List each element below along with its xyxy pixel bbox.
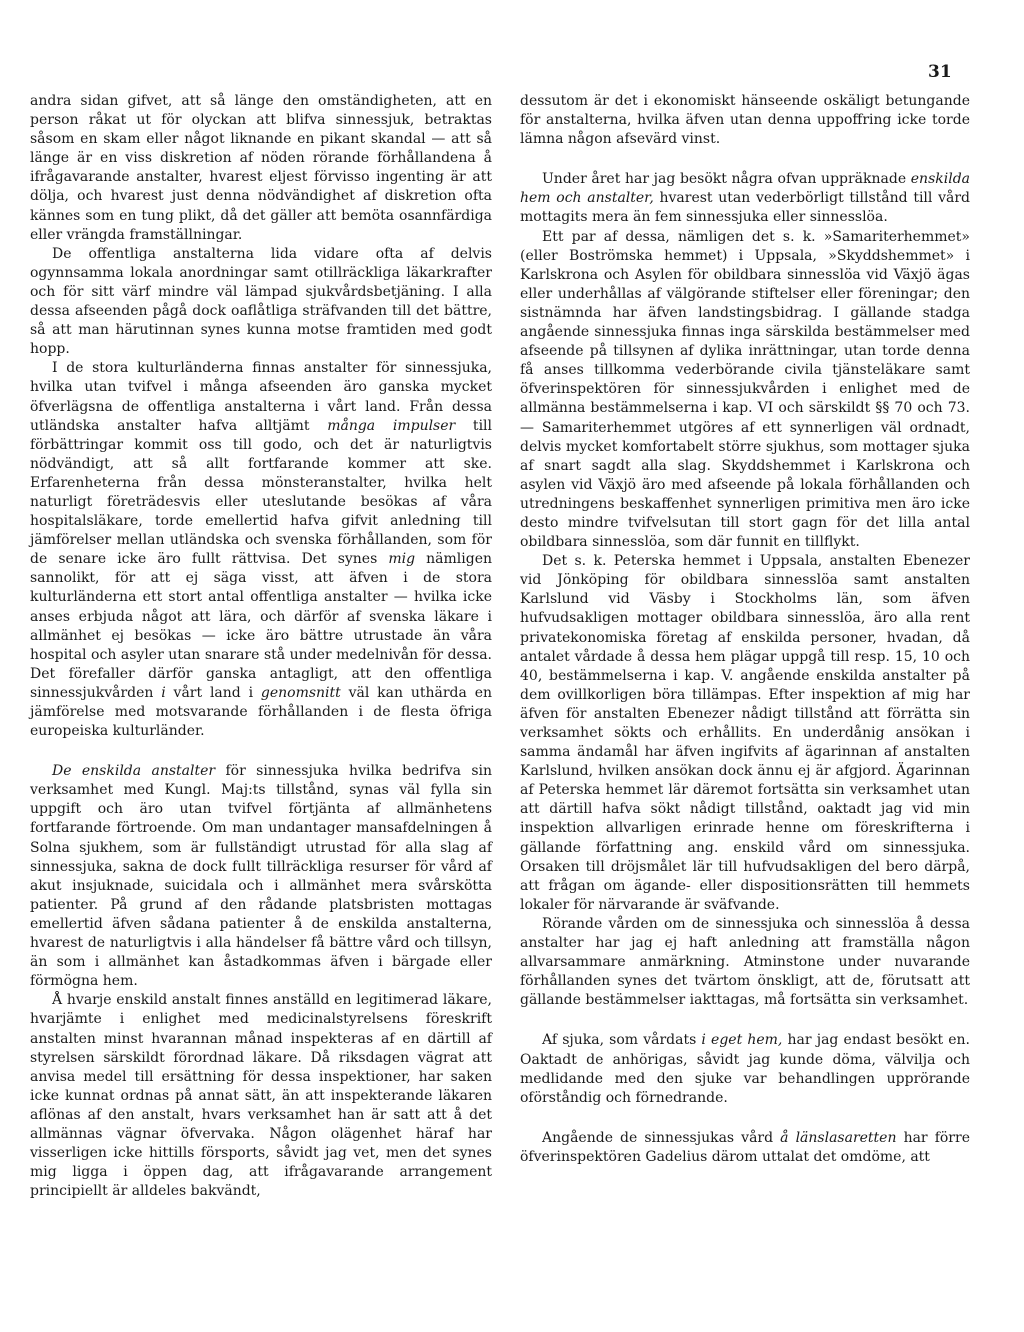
paragraph-right-5: [520, 915, 970, 1010]
text-run: andra sidan gifvet, att så länge den omständigheten, att en person råkat ut för olyckan att blifva sinnessjuk, betraktas såsom en skam eller något liknande en pikant skandal — att så länge är en viss diskretion af nöden rörande förhållandena å ifrågavarande anstalter, hvarest eljest förvisso ingenting är att dölja, och hvarest just denna nödvändighet af diskretion ofta kännes som en tung plikt, då det gäller att bemöta osannfärdiga eller vrängda framställningar.: [30, 93, 492, 243]
paragraph-right-6: [520, 1031, 970, 1107]
text-run: Å hvarje enskild anstalt finnes anställd en legitimerad läkare, hvarjämte i enlighet med medicinalstyrelsens föreskrift anstalten minst hvarannan månad inspekteras af en därtill af styrelsen särskildt förordnad läkare. Då riksdagen vägrat att anvisa medel till ersättning för dessa inspektioner, har saken icke kunnat ordnas på annat sätt, än att inspekterande läkaren aflönas af den anstalt, hvars verksamhet han är satt att å det allmännas vägnar öfvervaka. Någon olägenhet häraf har visserligen icke hittills försports, såvidt jag vet, men det synes mig ligga i öppen dag, att ifrågavarande arrangement principiellt är alldeles bakvändt,: [30, 992, 492, 1200]
text-run: De offentliga anstalterna lida vidare ofta af delvis ogynnsamma lokala anordningar samt otillräckliga läkarkrafter och för sitt värf mindre väl lämpad sjukvårdsbetjäning. I alla dessa afseenden pågå dock oaflåtliga sträfvanden till det bättre, så att man härutinnan synes kunna motse framtiden med godt hopp.: [30, 245, 492, 358]
emphasis-text: många impulser: [327, 417, 456, 434]
paragraph-right-1: [520, 92, 970, 149]
text-run: Ett par af dessa, nämligen det s. k. »Samariterhemmet» (eller Boströmska hemmet) i Uppsala, »Skyddshemmet» i Karlskrona och Asylen för obildbara sinnesslöa vid Växjö ägas eller underhållas af välgörande stiftelser eller föreningar; den sistnämnda har äfven landstingsbidrag. I gällande stadga angående sinnessjuka finnas inga särskilda bestämmelser med afseende på tillsynen af dylika inrättningar, utan torde denna få anses tillkomma vederbörande civila tjänsteläkare samt öfverinspektören för sinnessjukvården i enlighet med de allmänna bestämmelserna i kap. VI och särskildt §§ 70 och 73. — Samariterhemmet utgöres af ett synnerligen väl ordnadt, delvis mycket komfortabelt större sjukhus, som mottager sjuka af snart sagdt alla slag. Skyddshemmet i Karlskrona och asylen vid Växjö äro med afseende på lokala förhållanden och utredningens beskaffenhet synnerligen primitiva men äro icke desto mindre tvifvelsutan till stort gagn för det lilla antal obildbara sinnesslöa, som där funnit en tillflykt.: [520, 228, 970, 551]
emphasis-text: i eget hem,: [701, 1032, 783, 1049]
paragraph-right-2: [520, 170, 970, 227]
paragraph-left-3: [30, 359, 492, 741]
text-run: väl kan uthärda en jämförelse med motsvarande förhållanden i de flesta öfriga europeiska kulturländer.: [30, 684, 492, 740]
paragraph-right-7: [520, 1129, 970, 1167]
text-run: för sinnessjuka hvilka bedrifva sin verksamhet med Kungl. Maj:ts tillstånd, synas väl fylla sin uppgift och äro utan tvifvel förtjänta af allmänhetens fortfarande förtroende. Om man undantager mansafdelningen å Solna sjukhem, som är fullständigt utrustad för alla slag af sinnessjuka, sakna de dock fullt tillräckliga resurser för vård af akut insjuknade, suicidala och i allmänhet mera svårskötta patienter. På grund af den rådande platsbristen mottagas emellertid äfven sådana patienter å de enskilda anstalterna, hvarest de naturligtvis i alla händelser få bättre vård och tillsyn, än som i allmänhet kan åstadkommas äfven i bärgade eller förmögna hem.: [30, 763, 492, 990]
paragraph-right-3: [520, 228, 970, 553]
emphasis-text: genomsnitt: [260, 684, 341, 701]
section-heading-enskilda-anstalter: De enskilda anstalter: [52, 763, 216, 780]
emphasis-text: å länslasaretten: [780, 1129, 897, 1146]
emphasis-text: i: [161, 684, 166, 701]
page-number: 31: [928, 62, 952, 82]
paragraph-left-2: [30, 245, 492, 360]
left-column: [30, 92, 492, 1201]
text-run: nämligen sannolikt, för att ej säga visst, att äfven i de stora kulturländerna ett stort antal offentliga anstalter — hvilka icke anses erbjuda något att lära, och därför af svenska läkare i allmänhet ej besökas — icke äro bättre utrustade än våra hospital och asyler utan snarare stå under medelnivån för dessa. Det förefaller därför ganska antagligt, att den offentliga sinnessjukvården: [30, 551, 492, 701]
text-run: Rörande vården om de sinnessjuka och sinnesslöa å dessa anstalter har jag ej haft anledning att framställa någon allvarsammare anmärkning. Atminstone under nuvarande förhållanden synes det tvärtom önskligt, att de, förutsatt att gällande bestämmelser iakttagas, må fortsätta sin verksamhet.: [520, 915, 970, 1009]
text-run: vårt land i: [165, 684, 261, 701]
text-run: I de stora kulturländerna finnas anstalter för sinnessjuka, hvilka utan tvifvel i många afseenden äro ganska mycket öfverlägsna de offentliga anstalterna i vårt land. Från dessa utländska anstalter hafva alltjämt: [30, 360, 492, 434]
text-run: har förre öfverinspektören Gadelius därom uttalat det omdöme, att: [520, 1129, 970, 1165]
paragraph-left-5: [30, 991, 492, 1201]
text-run: dessutom är det i ekonomiskt hänseende oskäligt betungande för anstalterna, hvilka äfven utan denna uppoffring icke torde lämna någon afsevärd vinst.: [520, 93, 970, 148]
text-run: till förbättringar kommit oss till godo, och det är naturligtvis nödvändigt, att så allt fortfarande kommer att ske. Erfarenheterna från dessa mönsteranstalter, hvilka helt naturligt företrädesvis eller uteslutande besökas af våra hospitalsläkare, torde emellertid hafva gifvit anledning till jämförelser mellan utländska och svenska förhållanden, som för de senare icke äro fullt rättvisa. Det synes: [30, 417, 492, 568]
paragraph-left-1: [30, 92, 492, 245]
paragraph-left-4: [30, 762, 492, 991]
text-run: Angående de sinnessjukas vård: [542, 1129, 781, 1146]
right-column: [520, 92, 970, 1167]
paragraph-right-4: [520, 552, 970, 915]
emphasis-text: enskilda hem och anstalter,: [520, 171, 970, 207]
emphasis-text: mig: [388, 551, 416, 568]
text-run: Under året har jag besökt några ofvan uppräknade: [542, 171, 911, 188]
text-run: Det s. k. Peterska hemmet i Uppsala, anstalten Ebenezer vid Jönköping för obildbara sinnesslöa samt anstalten Karlslund vid Väsby i Stockholms län, som äfven hufvudsakligen mottager obildbara sinnesslöa, äro alla rent privatekonomiska företag af enskilda personer, hvadan, då antalet vårdade å dessa hem plägar uppgå till resp. 15, 10 och 40, bestämmelserna i kap. V. angående enskilda anstalter på dem ovillkorligen böra tillämpas. Efter inspektion af mig har äfven för anstalten Ebenezer nådigt tillstånd att förrätta sin verksamhet sökts och erhållits. En underdånig ansökan i samma ändamål har äfven ingifvits af ägarinnan af anstalten Karlslund, hvilken ansökan dock ännu ej är afgjord. Ägarinnan af Peterska hemmet lär däremot fortsätta sin verksamhet utan att därtill hafva sökt nådigt tillstånd, oaktadt jag vid min inspektion allvarligen erinrade henne om föreskrifterna i gällande författning ang. enskild vård om sinnessjuka. Orsaken till dröjsmålet lär till hufvudsakligen del bero därpå, att frågan om ägande- eller dispositionsrätten till hemmets lokaler för närvarande är sväfvande.: [520, 553, 970, 913]
text-run: har jag endast besökt en. Oaktadt de anhörigas, såvidt jag kunde döma, välvilja och medlidande med den sjuke var behandlingen upprörande oförståndig och förnedrande.: [520, 1032, 970, 1106]
text-run: Af sjuka, som vårdats: [542, 1032, 702, 1049]
text-run: hvarest utan vederbörligt tillstånd till vård mottagits mera än fem sinnessjuka eller sinnesslöa.: [520, 190, 970, 226]
